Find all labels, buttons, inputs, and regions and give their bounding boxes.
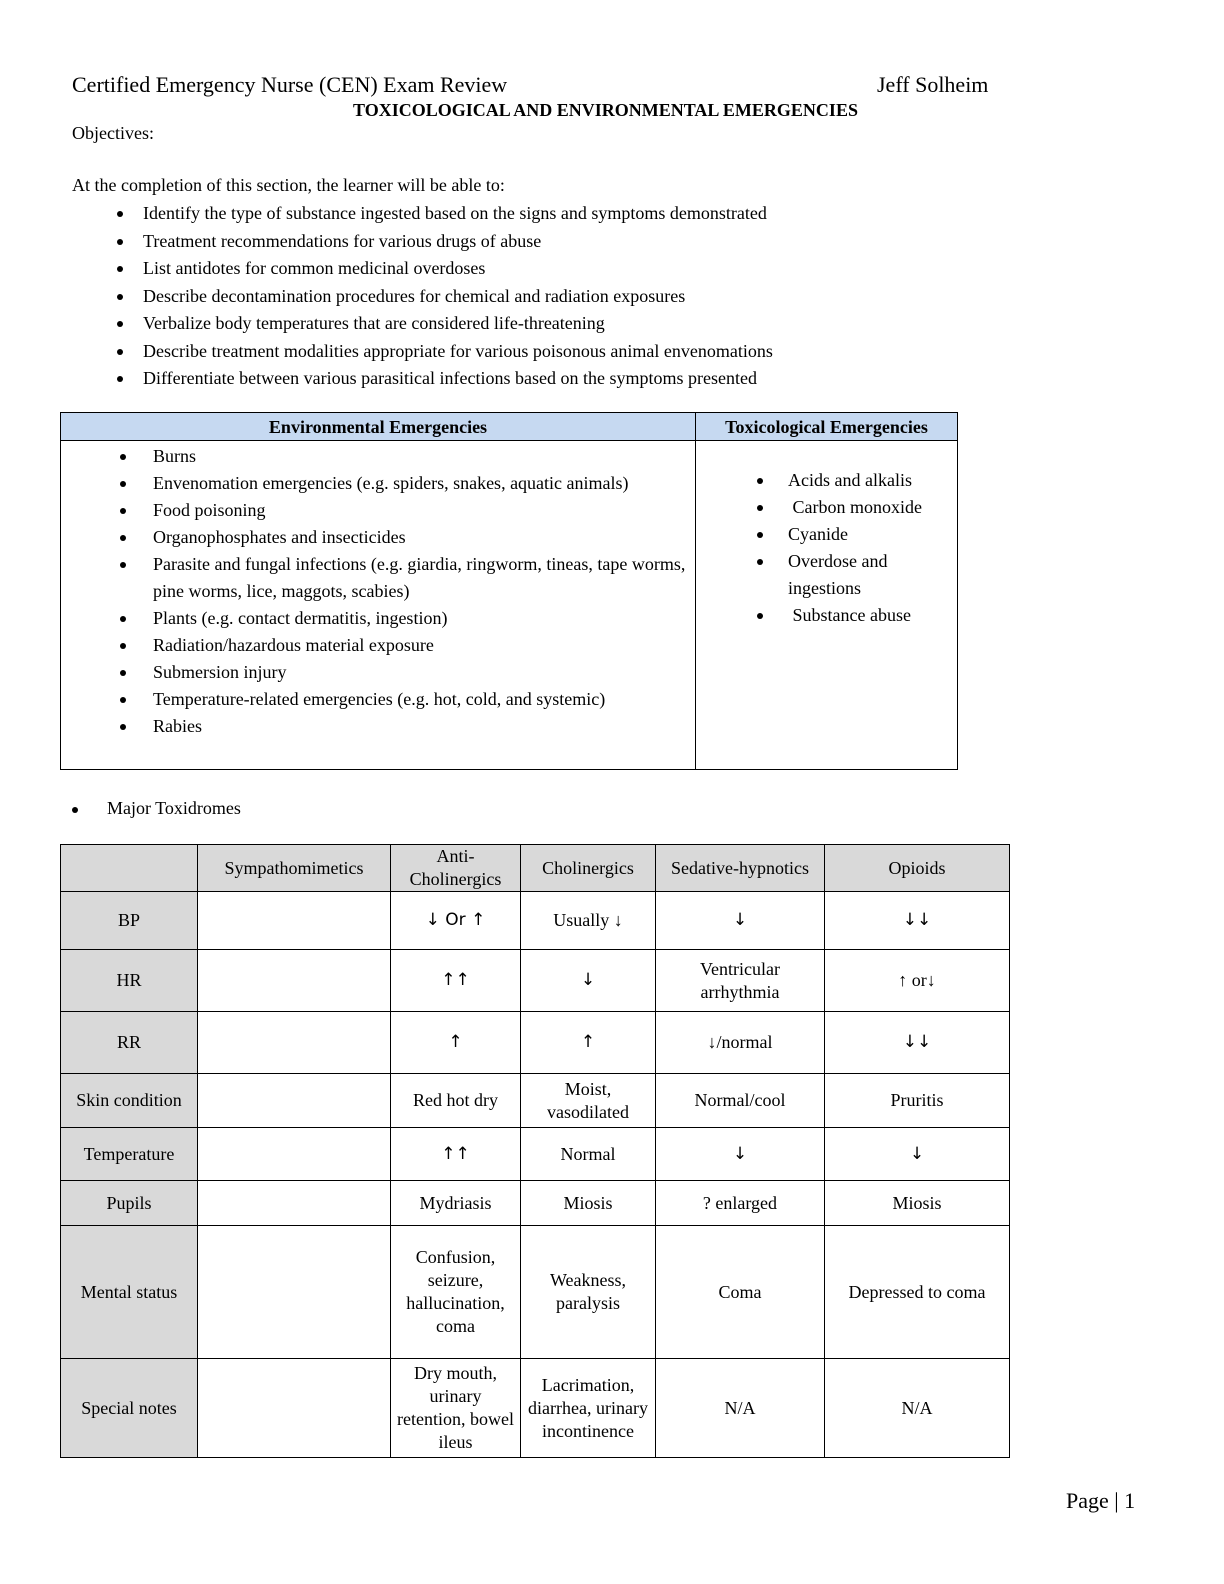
env-emergencies-header: Environmental Emergencies xyxy=(61,413,695,441)
list-item xyxy=(701,494,951,521)
bullet-icon xyxy=(120,724,126,730)
tox-item-text: Overdose and ingestions xyxy=(788,551,888,598)
table-cell xyxy=(198,1074,391,1128)
table-cell: Miosis xyxy=(825,1181,1010,1226)
tox-emergencies-list xyxy=(701,467,951,629)
bullet-icon xyxy=(72,807,78,813)
env-item-text: Plants (e.g. contact dermatitis, ingestion) xyxy=(153,608,448,628)
objectives-label: Objectives: xyxy=(72,123,154,143)
row-header: Skin condition xyxy=(61,1074,198,1128)
table-cell: ↑ xyxy=(391,1012,521,1074)
page-number: Page | 1 xyxy=(1066,1488,1136,1513)
list-item xyxy=(72,200,773,228)
bullet-icon xyxy=(120,643,126,649)
table-cell xyxy=(198,1128,391,1181)
bullet-icon xyxy=(120,697,126,703)
row-header: RR xyxy=(61,1012,198,1074)
bullet-icon xyxy=(117,294,123,300)
objective-text: Describe decontamination procedures for chemical and radiation exposures xyxy=(143,285,686,306)
table-row xyxy=(61,1226,1010,1359)
table-cell: N/A xyxy=(656,1359,825,1458)
table-cell xyxy=(198,1012,391,1074)
bullet-icon xyxy=(117,376,123,382)
bullet-icon xyxy=(120,616,126,622)
env-item-text: Submersion injury xyxy=(153,662,287,682)
table-cell xyxy=(198,950,391,1012)
toxidromes-table xyxy=(60,844,1010,1458)
list-item xyxy=(701,548,951,602)
list-item xyxy=(61,632,691,659)
row-header: HR xyxy=(61,950,198,1012)
tox-item-text: Acids and alkalis xyxy=(788,470,912,490)
bullet-icon xyxy=(117,211,123,217)
list-item xyxy=(72,365,773,393)
list-item xyxy=(61,443,691,470)
table-row xyxy=(61,1181,1010,1226)
list-item xyxy=(701,602,951,629)
table-cell: Lacrimation, diarrhea, urinary incontinence xyxy=(521,1359,656,1458)
emergencies-table xyxy=(60,412,958,770)
bullet-icon xyxy=(757,532,763,538)
list-item xyxy=(701,521,951,548)
table-cell: Pruritis xyxy=(825,1074,1010,1128)
table-row xyxy=(61,892,1010,950)
table-cell: Ventricular arrhythmia xyxy=(656,950,825,1012)
table-cell: ? enlarged xyxy=(656,1181,825,1226)
table-cell: Dry mouth, urinary retention, bowel ileus xyxy=(391,1359,521,1458)
table-cell: Coma xyxy=(656,1226,825,1359)
column-header: Opioids xyxy=(825,845,1010,892)
env-item-text: Radiation/hazardous material exposure xyxy=(153,635,434,655)
table-cell: ↓↓ xyxy=(825,1012,1010,1074)
objective-text: List antidotes for common medicinal overdoses xyxy=(143,258,486,278)
list-item xyxy=(61,497,691,524)
list-item xyxy=(61,605,691,632)
table-cell: Confusion, seizure, hallucination, coma xyxy=(391,1226,521,1359)
table-cell: ↑↑ xyxy=(391,1128,521,1181)
tox-item-text: Substance abuse xyxy=(788,605,911,625)
table-cell xyxy=(198,1181,391,1226)
bullet-icon xyxy=(117,266,123,272)
table-cell: ↓↓ xyxy=(825,892,1010,950)
bullet-icon xyxy=(117,349,123,355)
toxidromes-heading-text: Major Toxidromes xyxy=(107,798,241,818)
table-row xyxy=(61,1012,1010,1074)
column-header: Sympathomimetics xyxy=(198,845,391,892)
list-item xyxy=(61,524,691,551)
tox-item-text: Carbon monoxide xyxy=(788,497,922,517)
objective-text: Describe treatment modalities appropriate for various poisonous animal envenomations xyxy=(143,340,773,361)
list-item xyxy=(72,283,773,311)
column-header: Cholinergics xyxy=(521,845,656,892)
list-item xyxy=(61,713,691,740)
list-item xyxy=(72,228,773,256)
table-row xyxy=(61,1074,1010,1128)
table-cell: Miosis xyxy=(521,1181,656,1226)
bullet-icon xyxy=(120,454,126,460)
table-cell: Red hot dry xyxy=(391,1074,521,1128)
bullet-icon xyxy=(120,481,126,487)
list-item xyxy=(61,551,691,605)
column-header: Anti-Cholinergics xyxy=(391,845,521,892)
table-cell: ↓ xyxy=(825,1128,1010,1181)
objective-text: Verbalize body temperatures that are considered life-threatening xyxy=(143,313,605,333)
row-header: Pupils xyxy=(61,1181,198,1226)
table-cell xyxy=(198,1359,391,1458)
list-item xyxy=(61,659,691,686)
page-title: TOXICOLOGICAL AND ENVIRONMENTAL EMERGENCIES xyxy=(353,100,858,120)
table-cell: ↑ or↓ xyxy=(825,950,1010,1012)
tox-emergencies-header: Toxicological Emergencies xyxy=(696,413,957,441)
table-cell: Mydriasis xyxy=(391,1181,521,1226)
table-cell: Weakness, paralysis xyxy=(521,1226,656,1359)
bullet-icon xyxy=(120,670,126,676)
row-header: Special notes xyxy=(61,1359,198,1458)
table-cell: N/A xyxy=(825,1359,1010,1458)
column-header: Sedative-hypnotics xyxy=(656,845,825,892)
table-cell: ↑ xyxy=(521,1012,656,1074)
list-item xyxy=(72,310,773,338)
table-cell xyxy=(198,892,391,950)
bullet-icon xyxy=(120,535,126,541)
list-item xyxy=(72,338,773,366)
table-row xyxy=(61,1128,1010,1181)
bullet-icon xyxy=(757,478,763,484)
row-header: Mental status xyxy=(61,1226,198,1359)
env-item-text: Envenomation emergencies (e.g. spiders, snakes, aquatic animals) xyxy=(153,473,629,493)
bullet-icon xyxy=(117,239,123,245)
table-cell: ↓/normal xyxy=(656,1012,825,1074)
course-title: Certified Emergency Nurse (CEN) Exam Review xyxy=(72,72,508,97)
env-item-text: Burns xyxy=(153,446,197,466)
objectives-intro: At the completion of this section, the learner will be able to: xyxy=(72,175,505,195)
env-item-text: Parasite and fungal infections (e.g. giardia, ringworm, tineas, tape worms, pine worms, lice, maggots, scabies) xyxy=(153,554,686,601)
objectives-list xyxy=(72,200,773,393)
author-name: Jeff Solheim xyxy=(877,72,989,97)
env-item-text: Food poisoning xyxy=(153,500,266,520)
env-item-text: Temperature-related emergencies (e.g. hot, cold, and systemic) xyxy=(153,689,606,709)
table-cell: Depressed to coma xyxy=(825,1226,1010,1359)
table-cell: ↑↑ xyxy=(391,950,521,1012)
table-cell: ↓ Or ↑ xyxy=(391,892,521,950)
table-cell: Normal xyxy=(521,1128,656,1181)
objective-text: Identify the type of substance ingested based on the signs and symptoms demonstrated xyxy=(143,203,767,223)
list-item xyxy=(72,255,773,283)
objective-text: Treatment recommendations for various drugs of abuse xyxy=(143,230,542,251)
table-cell: Normal/cool xyxy=(656,1074,825,1128)
column-divider xyxy=(695,413,696,769)
env-item-text: Rabies xyxy=(153,716,202,736)
row-header: BP xyxy=(61,892,198,950)
table-cell xyxy=(198,1226,391,1359)
bullet-icon xyxy=(757,505,763,511)
list-item xyxy=(701,467,951,494)
row-header: Temperature xyxy=(61,1128,198,1181)
list-item xyxy=(61,470,691,497)
table-cell: ↓ xyxy=(521,950,656,1012)
bullet-icon xyxy=(120,508,126,514)
toxidromes-heading xyxy=(72,798,241,819)
table-row xyxy=(61,1359,1010,1458)
table-header-row xyxy=(61,845,1010,892)
table-cell: Moist, vasodilated xyxy=(521,1074,656,1128)
table-cell: ↓ xyxy=(656,1128,825,1181)
table-row xyxy=(61,950,1010,1012)
tox-item-text: Cyanide xyxy=(788,524,848,544)
table-cell: ↓ xyxy=(656,892,825,950)
bullet-icon xyxy=(757,613,763,619)
list-item xyxy=(61,686,691,713)
bullet-icon xyxy=(120,562,126,568)
objective-text: Differentiate between various parasitical infections based on the symptoms presented xyxy=(143,368,757,388)
column-header xyxy=(61,845,198,892)
bullet-icon xyxy=(117,321,123,327)
bullet-icon xyxy=(757,559,763,565)
table-cell: Usually ↓ xyxy=(521,892,656,950)
env-emergencies-list xyxy=(61,443,691,740)
env-item-text: Organophosphates and insecticides xyxy=(153,527,406,547)
